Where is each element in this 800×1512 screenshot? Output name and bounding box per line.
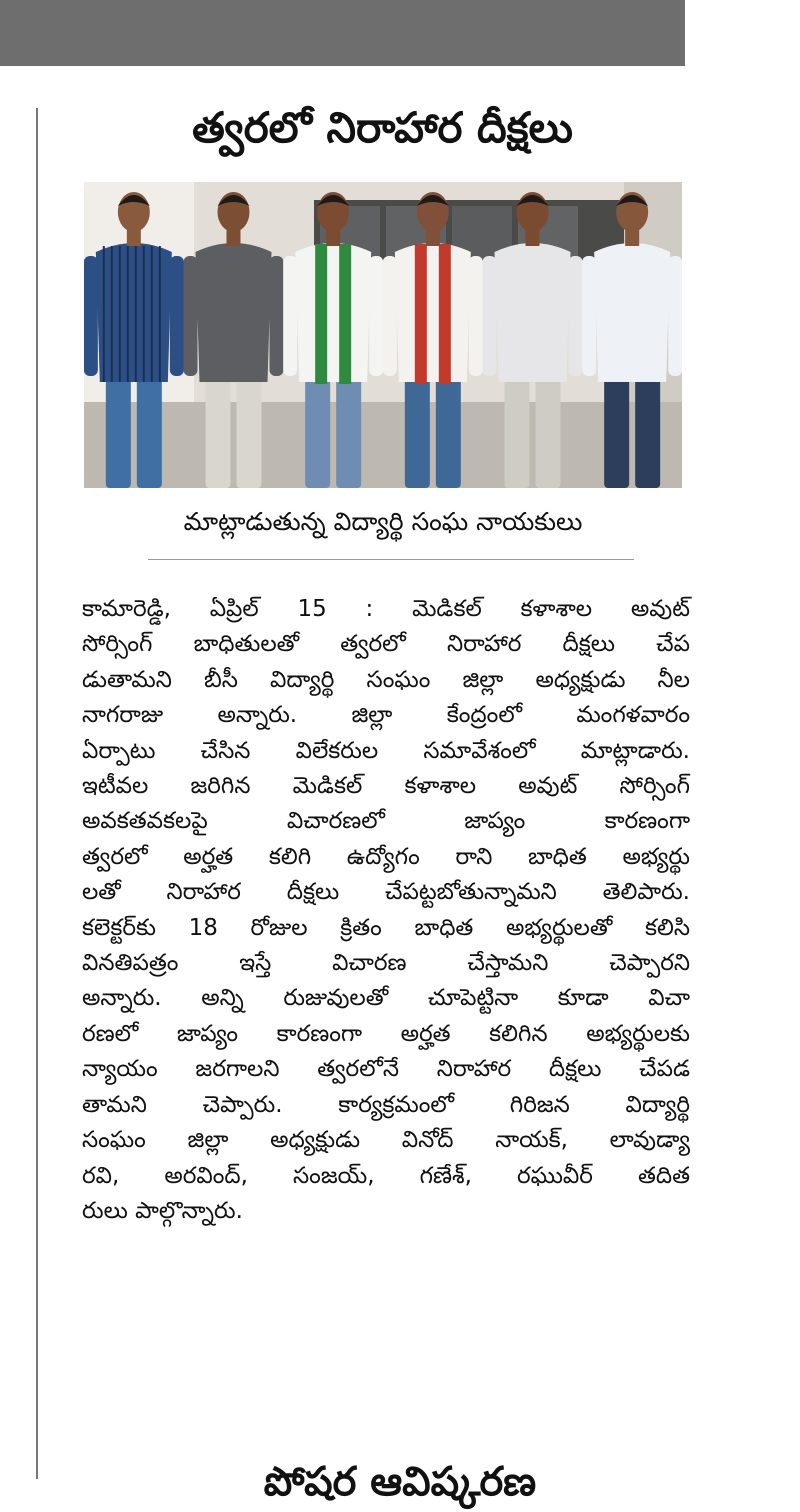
body-line: నాగరాజు అన్నారు. జిల్లా కేంద్రంలో మంగళవారం (82, 702, 690, 729)
person-scarf (315, 244, 327, 384)
person-torso (395, 243, 471, 382)
article-body (82, 592, 690, 1229)
caption-divider (148, 559, 634, 560)
person-leg (436, 372, 461, 488)
body-line: న్యాయం జరగాలని త్వరలోనే నిరాహార దీక్షలు చేపడ (82, 1056, 690, 1083)
person-arm (184, 256, 198, 376)
previous-article-header-band (0, 0, 685, 66)
photo-illustration (84, 182, 682, 488)
body-line: కలెక్టర్‌కు 18 రోజుల క్రితం బాధిత అభ్యర్థులతో కలిసి (82, 914, 690, 941)
person-neck (426, 230, 440, 246)
person-neck (326, 230, 340, 246)
body-line: రవి, అరవింద్, సంజయ్, గణేశ్, రఘువీర్ తదిత (82, 1162, 690, 1189)
person-leg (137, 372, 162, 488)
person-leg (237, 372, 262, 488)
body-line: రులు పాల్గొన్నారు. (82, 1197, 243, 1224)
person-torso (594, 243, 670, 382)
body-line: అవకతవకలపై విచారణలో జాప్యం కారణంగా (82, 808, 690, 835)
next-article-headline: పోషర ఆవిష్కరణ (263, 1459, 537, 1505)
person-scarf (439, 244, 451, 384)
body-line: సోర్సింగ్ బాధితులతో త్వరలో నిరాహార దీక్షలు చేప (82, 631, 690, 658)
person-arm (668, 256, 682, 376)
body-line: తామని చెప్పారు. కార్యక్రమంలో గిరిజన విద్యార్థి (82, 1091, 690, 1118)
person-leg (405, 372, 430, 488)
person-leg (536, 372, 561, 488)
person-scarf (415, 244, 427, 384)
person-neck (127, 230, 141, 246)
body-line: సంఘం జిల్లా అధ్యక్షుడు వినోద్ నాయక్, లావుడ్యా (82, 1127, 690, 1154)
person-arm (569, 256, 583, 376)
person-torso (295, 243, 371, 382)
body-line: అన్నారు. అన్ని రుజువులతో చూపెట్టినా కూడా విచా (82, 985, 690, 1012)
person-arm (84, 256, 98, 376)
person-torso (495, 243, 571, 382)
person-torso (196, 243, 272, 382)
person-arm (270, 256, 284, 376)
body-line: రణలో జాప్యం కారణంగా అర్హత కలిగిన అభ్యర్థులకు (82, 1020, 690, 1047)
person-leg (305, 372, 330, 488)
body-line: వినతిపత్రం ఇస్తే విచారణ చేస్తామని చెప్పారని (82, 950, 690, 977)
person-scarf (339, 244, 351, 384)
body-line: ఏర్పాటు చేసిన విలేకరుల సమావేశంలో మాట్లాడారు. (82, 737, 690, 764)
article-headline: త్వరలో నిరాహార దీక్షలు (192, 103, 573, 152)
article-photo (84, 182, 682, 488)
person-arm (483, 256, 497, 376)
person-leg (635, 372, 660, 488)
person-arm (369, 256, 383, 376)
person-leg (336, 372, 361, 488)
photo-ground (84, 402, 682, 488)
person-arm (469, 256, 483, 376)
person-neck (526, 230, 540, 246)
body-line: కామారెడ్డి, ఏప్రిల్ 15 : మెడికల్ కళాశాల అవుట్ (82, 596, 690, 622)
photo-caption: మాట్లాడుతున్న విద్యార్థి సంఘ నాయకులు (183, 507, 583, 536)
column-divider (36, 108, 38, 1479)
person-neck (625, 230, 639, 246)
person-leg (604, 372, 629, 488)
body-line: లతో నిరాహార దీక్షలు చేపట్టబోతున్నామని తెలిపారు. (82, 879, 690, 906)
body-line: డుతామని బీసీ విద్యార్థి సంఘం జిల్లా అధ్యక్షుడు నీల (82, 666, 690, 693)
body-line: త్వరలో అర్హత కలిగి ఉద్యోగం రాని బాధిత అభ్యర్థు (82, 843, 690, 870)
person-arm (582, 256, 596, 376)
person-leg (106, 372, 131, 488)
person-arm (383, 256, 397, 376)
person-leg (505, 372, 530, 488)
person-arm (170, 256, 184, 376)
person-arm (283, 256, 297, 376)
person-leg (206, 372, 231, 488)
person-neck (227, 230, 241, 246)
body-line: ఇటీవల జరిగిన మెడికల్ కళాశాల అవుట్ సోర్సింగ్ (82, 773, 690, 800)
